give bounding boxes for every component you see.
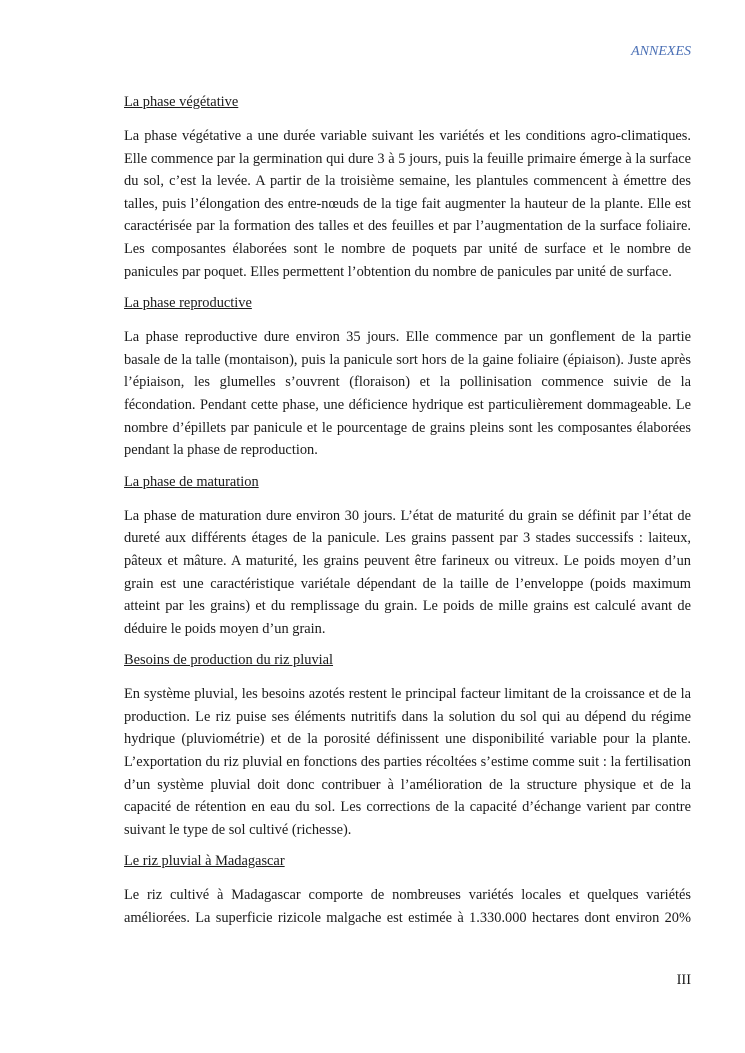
- section-text-production-needs: En système pluvial, les besoins azotés restent le principal facteur limitant de la croissance et de la production. Le riz puise ses éléments nutritifs dans la solution du sol qui au dépend du régime hydrique (pluviométrie) et de la porosité définissent une disponibilité variable pour la plante. L’exportation du riz pluvial en fonctions des parties récoltées s’estime comme suit : la fertilisation d’un système pluvial doit donc contribuer à l’amélioration de la structure physique et de la capacité de rétention en eau du sol. Les corrections de la capacité d’échange varient par contre suivant le type de sol cultivé (richesse).: [124, 686, 691, 838]
- section-text-maturation: La phase de maturation dure environ 30 jours. L’état de maturité du grain se définit par l’état de dureté aux différents étages de la panicule. Les grains passent par 3 stades successifs : laiteux, pâteux et mâture. A maturité, les grains peuvent être farineux ou vitreux. Le poids moyen d’un grain est une caractéristique variétale dépendant de la taille de l’enveloppe (poids maximum atteint par les grains) et du remplissage du grain. Le poids de mille grains est calculé avant de déduire le poids moyen d’un grain.: [124, 507, 691, 637]
- section-heading-production-needs: Besoins de production du riz pluvial: [124, 652, 334, 669]
- page-number: III: [676, 972, 691, 988]
- section-heading-maturation: La phase de maturation: [124, 473, 259, 490]
- section-heading-reproductive: La phase reproductive: [124, 295, 252, 312]
- running-header: ANNEXES: [631, 44, 691, 59]
- section-heading-vegetative: La phase végétative: [124, 94, 239, 110]
- document-body: [124, 92, 691, 940]
- section-heading-madagascar: Le riz pluvial à Madagascar: [124, 853, 285, 870]
- section-text-vegetative: La phase végétative a une durée variable suivant les variétés et les conditions agro-climatiques. Elle commence par la germination qui dure 3 à 5 jours, puis la feuille primaire émerge à la surface du sol, c’est la levée. A partir de la troisième semaine, les plantules commencent à émettre des talles, puis l’élongation des entre-nœuds de la tige fait augmenter la hauteur de la plante. Elle est caractérisée par la formation des talles et des feuilles et par l’augmentation de la surface foliaire. Les composantes élaborées sont le nombre de poquets par unité de surface et le nombre de panicules par poquet. Elles permettent l’obtention du nombre de panicules par unité de surface.: [124, 128, 691, 280]
- section-text-madagascar: Le riz cultivé à Madagascar comporte de nombreuses variétés locales et quelques variétés améliorées. La superficie rizicole malgache est estimée à 1.330.000 hectares dont environ 20%: [124, 887, 691, 927]
- section-text-reproductive: La phase reproductive dure environ 35 jours. Elle commence par un gonflement de la partie basale de la talle (montaison), puis la panicule sort hors de la gaine foliaire (épiaison). Juste après l’épiaison, les glumelles s’ouvrent (floraison) et la pollinisation commence suivie de la fécondation. Pendant cette phase, une déficience hydrique est particulièrement dommageable. Le nombre d’épillets par panicule et le pourcentage de grains pleins sont les composantes élaborées pendant la phase de reproduction.: [124, 329, 691, 459]
